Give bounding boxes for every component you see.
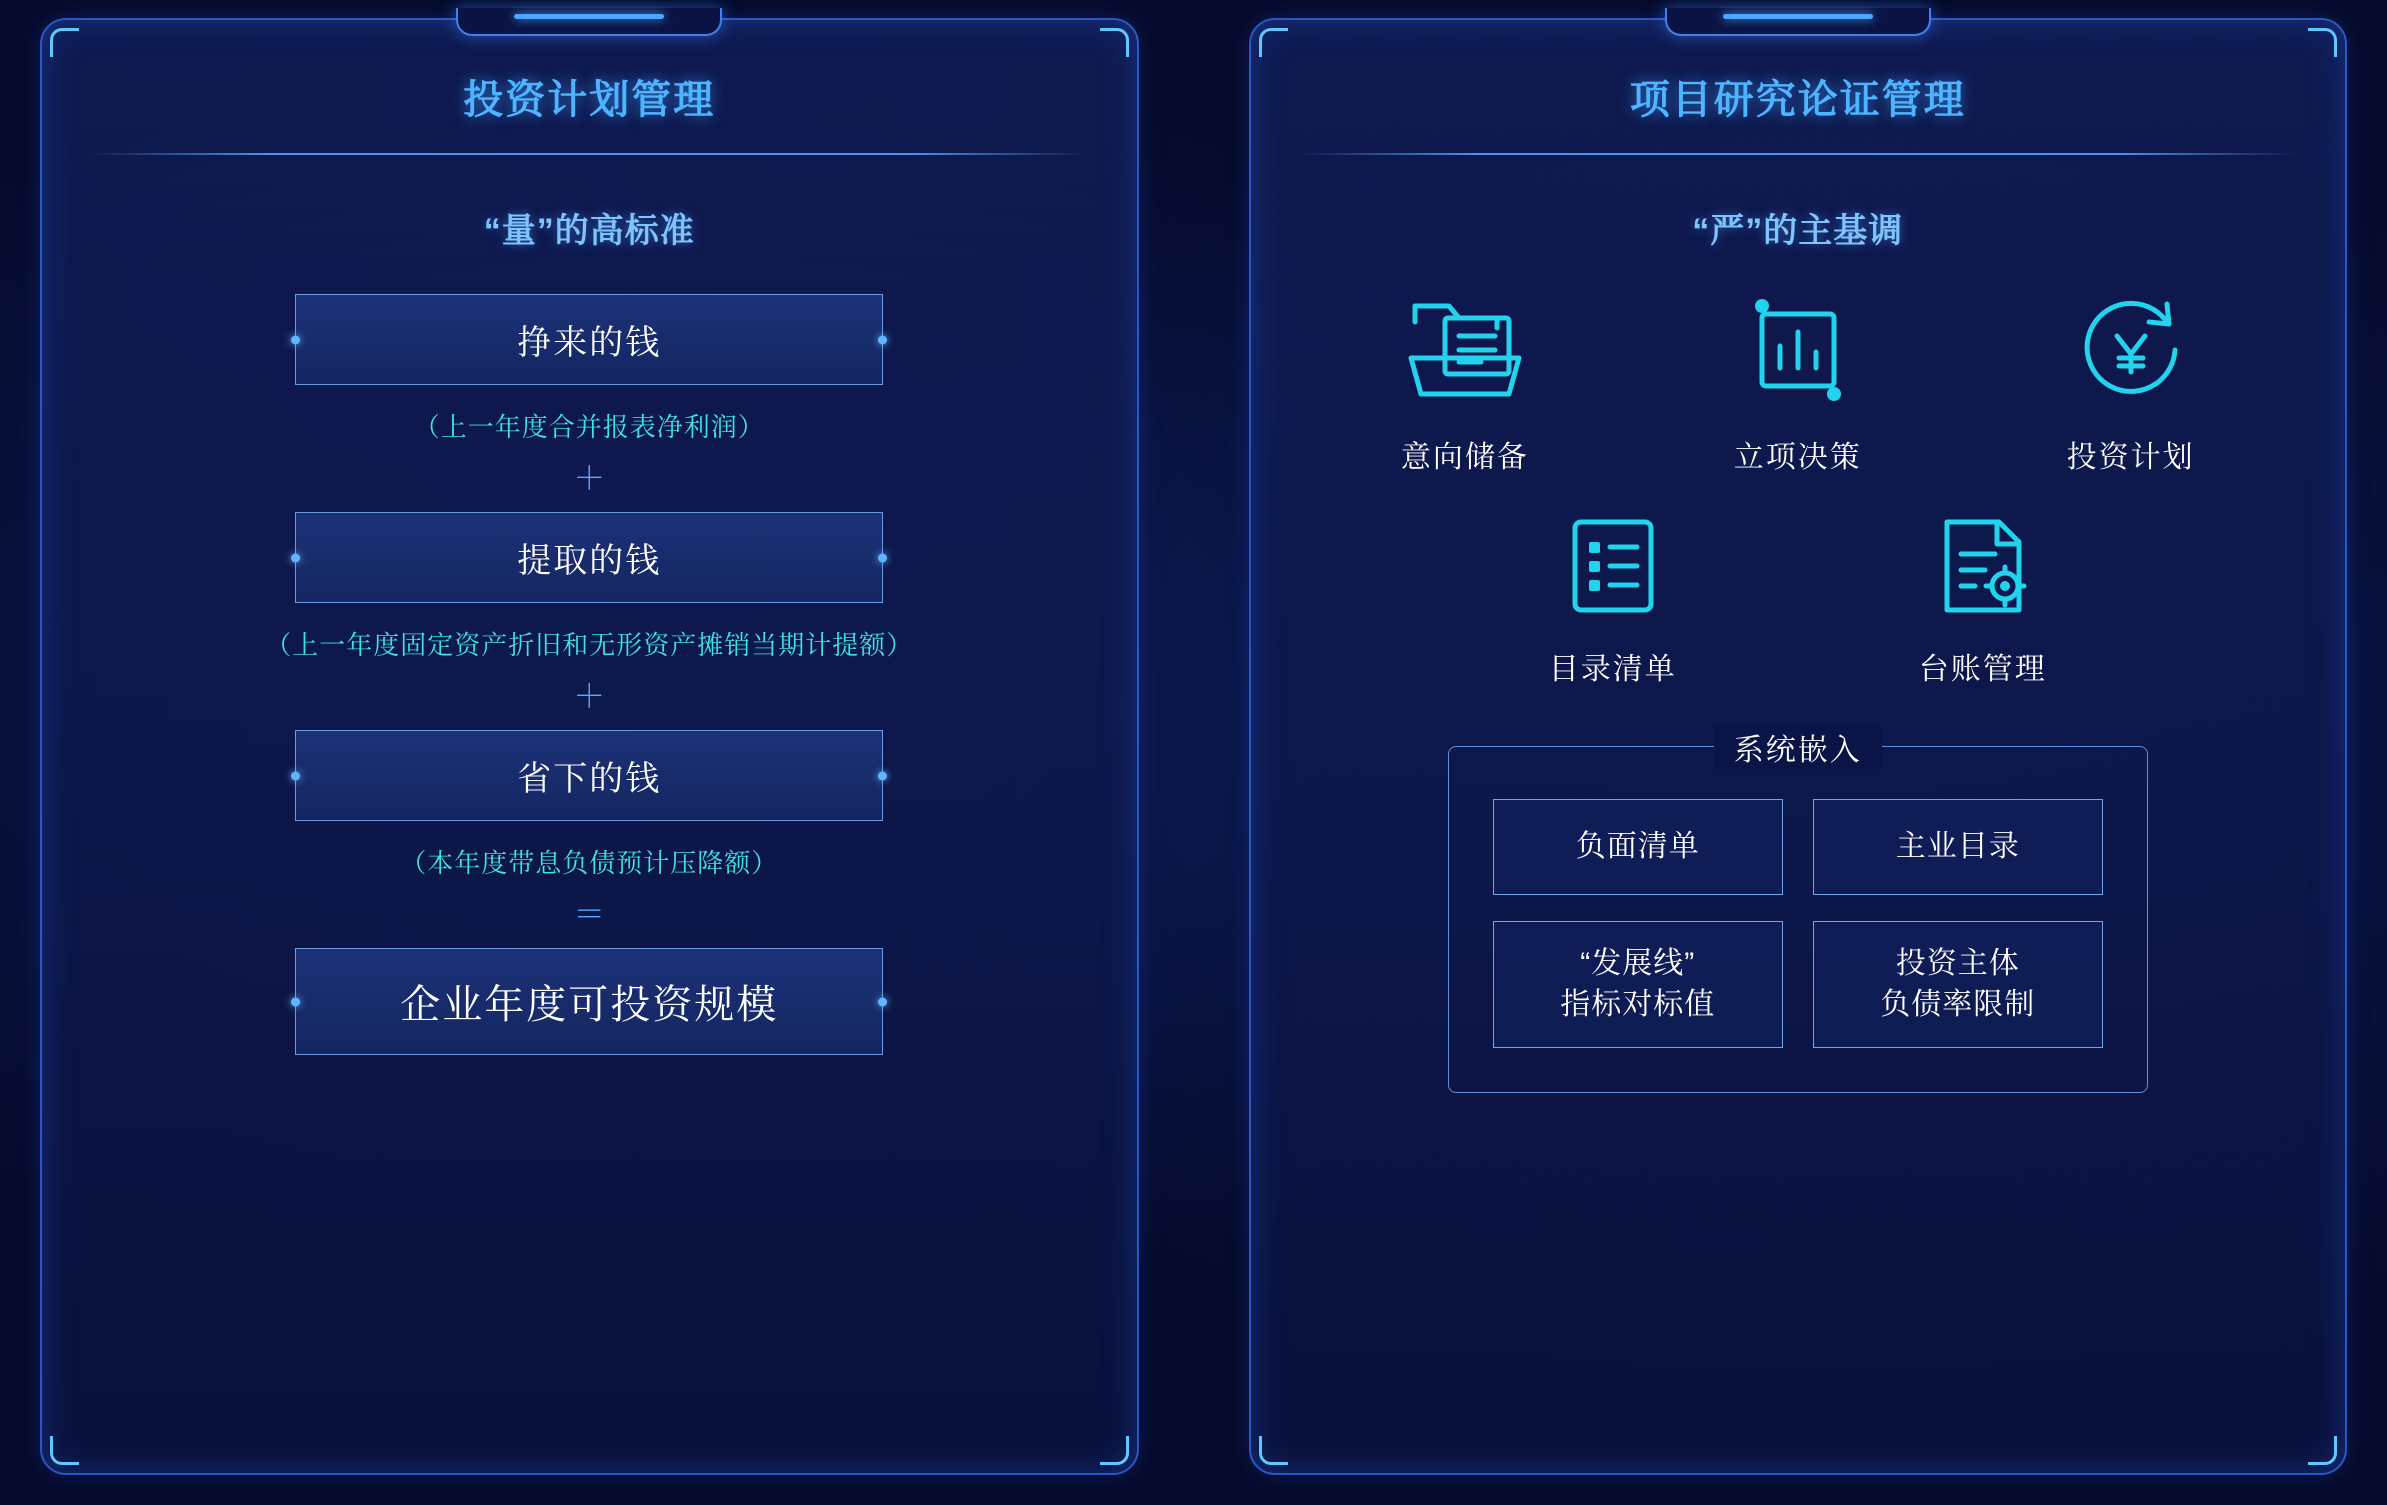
title-divider-right [1299,153,2298,155]
flow-note-extracted: （上一年度固定资产折旧和无形资产摊销当期计提额） [265,630,914,660]
icon-item-investment-plan[interactable] [2067,292,2195,476]
flow-box-label: 提取的钱 [517,542,662,580]
title-divider-left [90,153,1089,155]
connector-dot-icon [291,335,300,344]
bar-chart-icon [1734,292,1862,410]
yuan-refresh-icon [2067,292,2195,410]
connector-dot-icon [291,771,300,780]
flow-operator-plus-1: ＋ [573,460,606,496]
icon-item-project-decision[interactable] [1734,292,1862,476]
system-embed-legend: 系统嵌入 [1714,725,1882,769]
group-item-development-line-benchmark[interactable] [1493,921,1783,1048]
group-item-negative-list[interactable] [1493,799,1783,895]
panel-subtitle-left: “量”的高标准 [483,212,695,250]
panel-notch-left [456,8,722,36]
panel-subtitle-right: “严”的主基调 [1692,212,1904,250]
icon-label: 投资计划 [2066,441,2195,474]
corner-marker-bottom-left [50,1436,79,1465]
panel-investment-plan [40,18,1139,1475]
corner-marker-bottom-left [1259,1436,1288,1465]
corner-marker-bottom-right [2308,1436,2337,1465]
flow-box-result [295,948,883,1055]
group-item-main-business-catalog[interactable] [1813,799,2103,895]
flow-operator-plus-2: ＋ [573,678,606,714]
group-item-line1: “发展线” [1580,947,1696,980]
flow-note-earned: （上一年度合并报表净利润） [413,412,765,442]
system-embed-items [1493,799,2103,1048]
system-embed-group [1448,734,2148,1093]
flow-box-extracted [295,512,883,603]
group-item-line2: 负债率限制 [1880,987,2036,1021]
flow-box-label: 挣来的钱 [517,324,662,362]
connector-dot-icon [878,553,887,562]
icon-label: 台账管理 [1918,653,2047,686]
icon-label: 目录清单 [1548,653,1677,686]
panel-project-research [1249,18,2348,1475]
corner-marker-top-left [1259,28,1288,57]
icon-row-secondary [1299,510,2298,688]
connector-dot-icon [878,335,887,344]
checklist-icon [1553,510,1673,622]
folder-document-icon [1401,292,1529,410]
corner-marker-bottom-right [1100,1436,1129,1465]
formula-flow [90,294,1089,1055]
document-gear-icon [1923,510,2043,622]
panel-title-left: 投资计划管理 [463,78,716,122]
icon-row-primary [1299,292,2298,476]
flow-note-saved: （本年度带息负债预计压降额） [400,848,779,878]
group-item-line1: 主业目录 [1895,829,2020,863]
flow-box-label: 省下的钱 [517,760,662,798]
connector-dot-icon [878,771,887,780]
flow-box-earned [295,294,883,385]
corner-marker-top-right [2308,28,2337,57]
icon-item-intent-reserve[interactable] [1401,292,1529,476]
group-item-debt-ratio-limit[interactable] [1813,921,2103,1048]
icon-item-ledger-management[interactable] [1919,510,2047,688]
flow-box-result-label: 企业年度可投资规模 [400,983,779,1027]
flow-box-saved [295,730,883,821]
corner-marker-top-left [50,28,79,57]
panel-notch-right [1665,8,1931,36]
icon-label: 意向储备 [1400,441,1529,474]
flow-operator-equals: ＝ [573,896,606,932]
connector-dot-icon [291,997,300,1006]
panel-title-right: 项目研究论证管理 [1629,78,1966,122]
icon-item-catalog-list[interactable] [1549,510,1677,688]
connector-dot-icon [878,997,887,1006]
group-item-line2: 指标对标值 [1560,987,1716,1021]
connector-dot-icon [291,553,300,562]
icon-label: 立项决策 [1733,441,1862,474]
group-item-line1: 投资主体 [1895,947,2020,980]
group-item-line1: 负面清单 [1575,829,1700,863]
corner-marker-top-right [1100,28,1129,57]
